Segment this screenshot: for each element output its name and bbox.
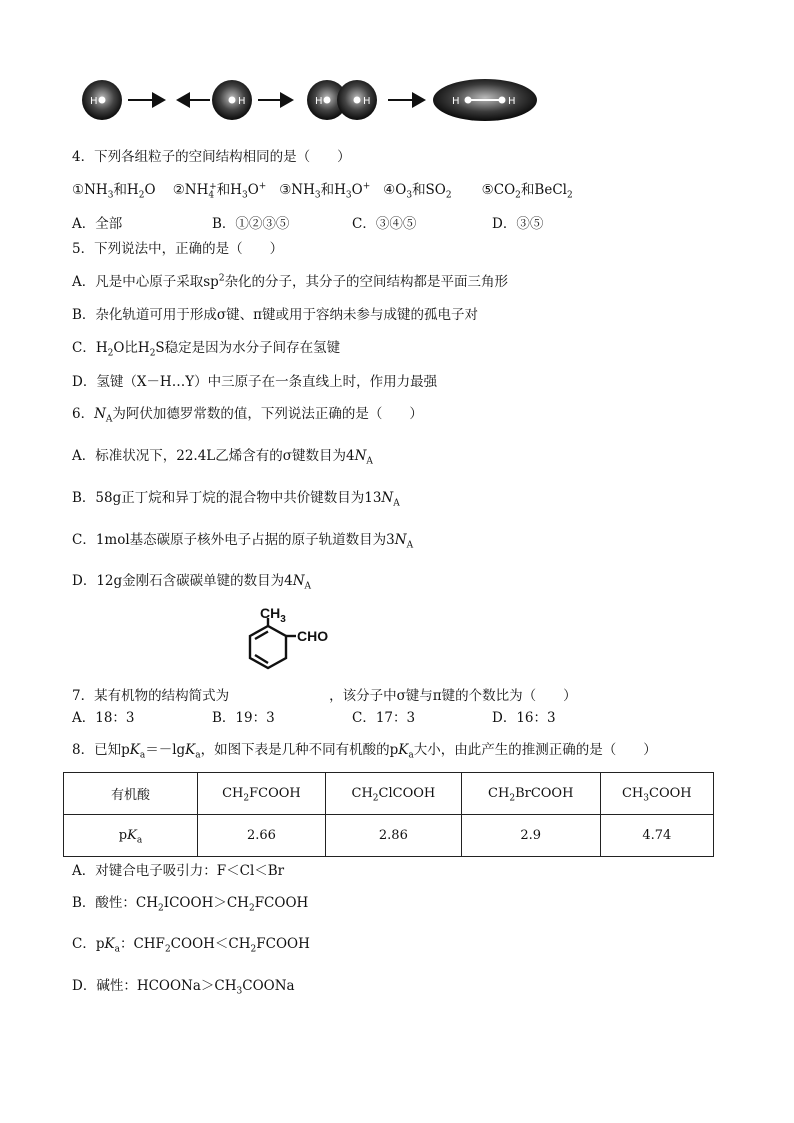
q7-stem: 7．某有机物的结构简式为 ，该分子中σ键与π键的个数比为（ ）	[72, 688, 577, 704]
q4-pair-1: $①NH_3$和$H_2O$	[72, 182, 156, 201]
table-cell: 4.74	[600, 815, 713, 857]
option-a[interactable]: A．18：3	[72, 710, 135, 726]
q8-option-d[interactable]: D．碱性：$HCOONa>CH_3COONa$	[72, 978, 295, 997]
atom-label: H	[452, 96, 460, 107]
q8-option-c[interactable]: C．$pK_a$：$CHF_2COOH<CH_2FCOOH$	[72, 936, 310, 955]
q4-pair-4: $④O_3$和$SO_2$	[383, 182, 452, 201]
svg-text:CH3: $CH_3$	[260, 606, 286, 625]
q4-pairs	[72, 181, 573, 199]
option-b[interactable]: B．19：3	[212, 710, 275, 726]
q8-option-b[interactable]: B．酸性：$CH_2ICOOH>CH_2FCOOH$	[72, 895, 309, 914]
orbital-overlap-figure	[80, 72, 540, 128]
option-d[interactable]: D．③⑤	[492, 216, 544, 232]
atom-label: H	[90, 96, 98, 107]
table-cell: 2.9	[461, 815, 600, 857]
table-cell: $CH_2FCOOH$	[198, 773, 326, 815]
q8-option-a[interactable]: A．对键合电子吸引力：F＜Cl＜Br	[72, 863, 285, 879]
cho-label: CHO	[297, 628, 329, 644]
atoms-approaching	[307, 80, 377, 120]
q4-pair-5: $⑤CO_2$和BeCl$_2$	[481, 182, 573, 201]
q4-pair-3: $③NH_3$和$H_3O^+$	[279, 181, 371, 201]
q4-options	[72, 215, 712, 233]
option-b[interactable]: B．①②③⑤	[212, 216, 290, 232]
pka-table	[63, 772, 714, 857]
atom-h-right	[212, 80, 252, 120]
atom-label: H	[508, 96, 516, 107]
molecule-structure	[226, 606, 336, 686]
option-d[interactable]: D．16：3	[492, 710, 556, 726]
q6-stem: 6．$N_A$为阿伏加德罗常数的值，下列说法正确的是（ ）	[72, 406, 423, 425]
q4-pair-2: $②NH_4^+$和$H_3O^+$	[172, 181, 267, 201]
q5-option-c[interactable]: C．$H_2O$比$H_2S$稳定是因为水分子间存在氢键	[72, 340, 341, 359]
atom-h-left	[82, 80, 122, 120]
q6-option-a[interactable]: A．标准状况下，22.4L乙烯含有的σ键数目为$4N_A$	[72, 448, 373, 467]
atom-label: H	[238, 96, 246, 107]
ch3-label: CH	[260, 606, 281, 621]
table-cell: $CH_2ClCOOH$	[325, 773, 461, 815]
option-c[interactable]: C．17：3	[352, 710, 416, 726]
option-c[interactable]: C．③④⑤	[352, 216, 417, 232]
q5-stem: 5．下列说法中，正确的是（ ）	[72, 241, 284, 257]
q5-option-a[interactable]: A．凡是中心原子采取$sp^2$杂化的分子，其分子的空间结构都是平面三角形	[72, 273, 509, 290]
q8-stem: 8．已知$pK_a=-\lg K_a$，如图下表是几种不同有机酸的$pK_a$大小，由此产生的推测正确的是（ ）	[72, 742, 657, 761]
q6-option-b[interactable]: B．58g正丁烷和异丁烷的混合物中共价键数目为$13N_A$	[72, 490, 400, 509]
table-row	[64, 815, 714, 857]
q5-option-d[interactable]: D．氢键（X－H…Y）中三原子在一条直线上时，作用力最强	[72, 374, 438, 390]
table-header-pka: $pK_a$	[64, 815, 198, 857]
q7-options	[72, 709, 712, 727]
q4-stem: 4．下列各组粒子的空间结构相同的是（ ）	[72, 149, 351, 165]
table-header-acid: 有机酸	[64, 773, 198, 815]
table-cell: $CH_3COOH$	[600, 773, 713, 815]
atom-label: H	[363, 96, 371, 107]
table-cell: 2.66	[198, 815, 326, 857]
table-cell: 2.86	[325, 815, 461, 857]
sigma-bond-overlap	[433, 79, 537, 121]
option-a[interactable]: A．全部	[72, 216, 123, 232]
atom-label: H	[315, 96, 323, 107]
q5-option-b[interactable]: B．杂化轨道可用于形成σ键、π键或用于容纳未参与成键的孤电子对	[72, 307, 479, 323]
table-cell: $CH_2BrCOOH$	[461, 773, 600, 815]
table-row	[64, 773, 714, 815]
q6-option-c[interactable]: C．1mol基态碳原子核外电子占据的原子轨道数目为$3N_A$	[72, 532, 414, 551]
q6-option-d[interactable]: D．12g金刚石含碳碳单键的数目为$4N_A$	[72, 573, 312, 592]
